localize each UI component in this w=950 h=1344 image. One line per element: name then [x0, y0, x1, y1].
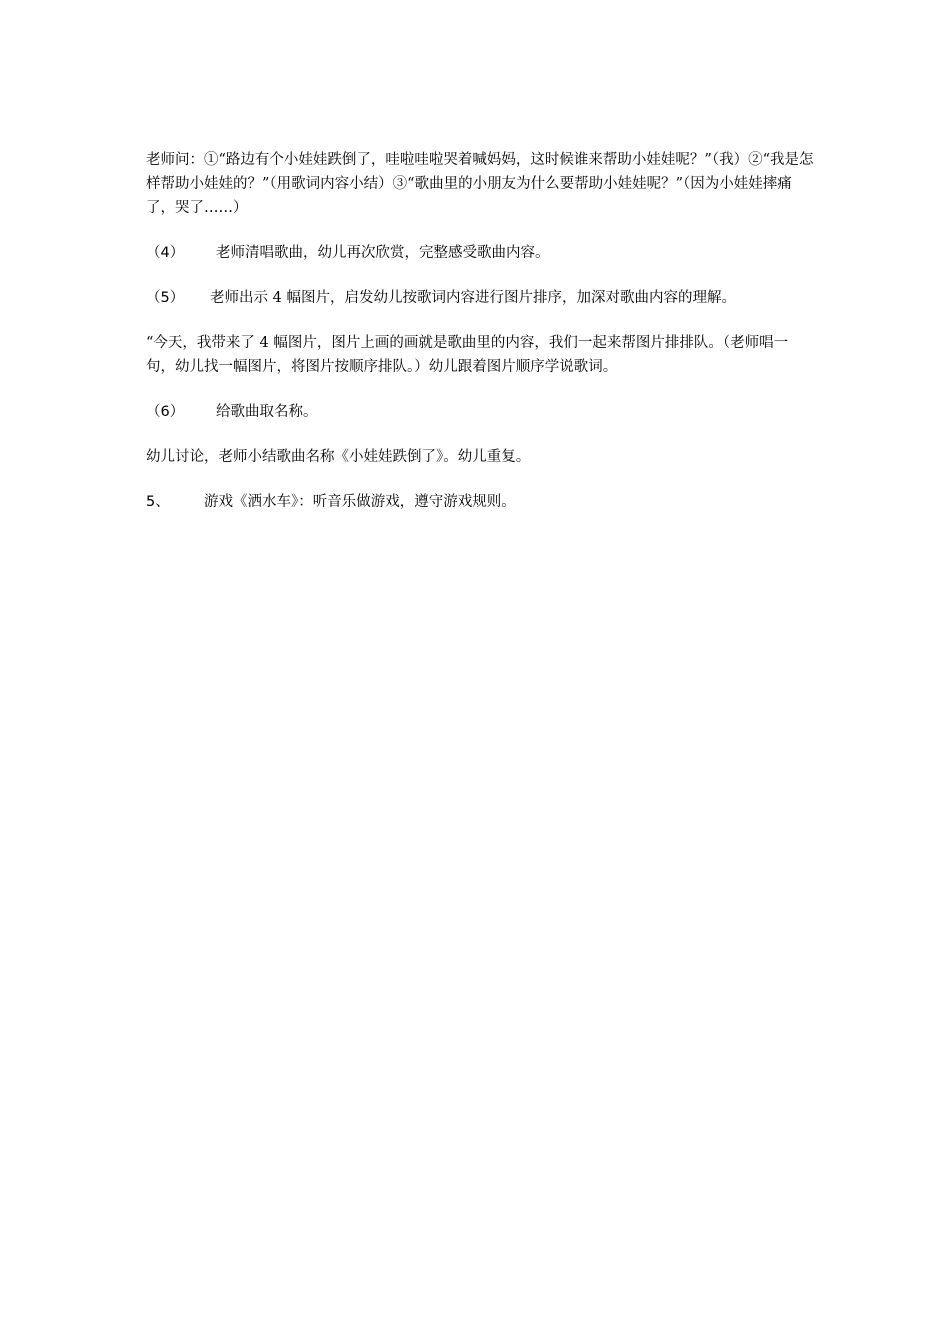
step-6-paragraph: [146, 400, 814, 424]
step-6-text: 给歌曲取名称。: [216, 404, 318, 420]
song-name-paragraph: 幼儿讨论，老师小结歌曲名称《小娃娃跌倒了》。幼儿重复。: [146, 449, 531, 465]
step-4-paragraph: [146, 241, 814, 265]
step-4-number: （4）: [146, 245, 185, 261]
game-step-paragraph: [146, 490, 814, 514]
step-6-number: （6）: [146, 404, 185, 420]
teacher-questions-paragraph: 老师问：①“路边有个小娃娃跌倒了，哇啦哇啦哭着喊妈妈，这时候谁来帮助小娃娃呢？”（我）②“我是怎样帮助小娃娃的？”（用歌词内容小结）③“歌曲里的小朋友为什么要帮助小娃娃呢？”（因为小娃娃摔痛了，哭了……）: [146, 152, 814, 216]
game-step-text: 游戏《洒水车》：听音乐做游戏，遵守游戏规则。: [204, 494, 516, 510]
step-5-number: （5）: [146, 290, 185, 306]
step-5-text: 老师出示 4 幅图片，启发幼儿按歌词内容进行图片排序，加深对歌曲内容的理解。: [210, 290, 736, 306]
step-4-text: 老师清唱歌曲，幼儿再次欣赏，完整感受歌曲内容。: [216, 245, 550, 261]
document-body: [146, 148, 814, 514]
game-step-number: 5、: [146, 494, 170, 510]
picture-ordering-paragraph: “今天，我带来了 4 幅图片，图片上画的画就是歌曲里的内容，我们一起来帮图片排排队。（老师唱一句，幼儿找一幅图片，将图片按顺序排队。）幼儿跟着图片顺序学说歌词。: [146, 335, 789, 375]
step-5-paragraph: [146, 286, 814, 310]
